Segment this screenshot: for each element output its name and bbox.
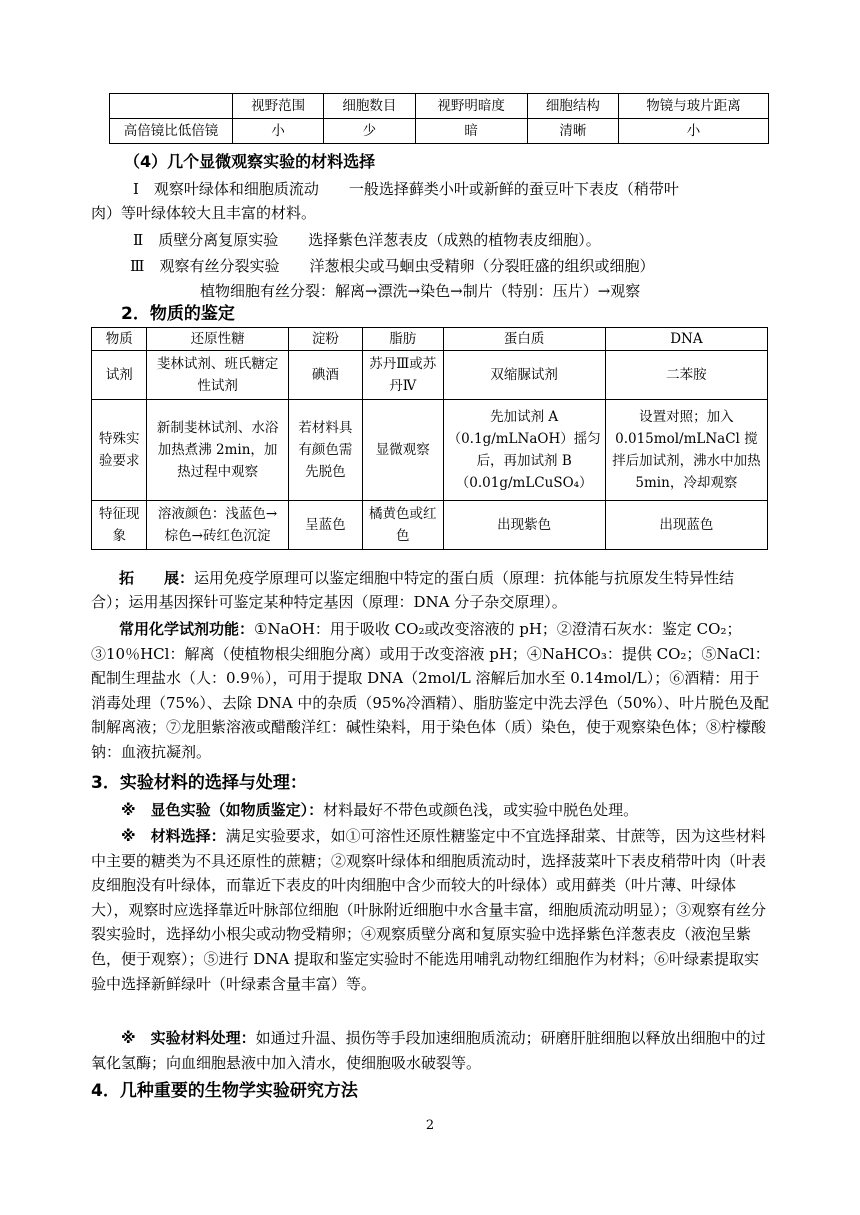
table-cell: 碘酒 bbox=[288, 351, 362, 400]
table-cell: 视野范围 bbox=[233, 94, 324, 119]
chem-label: 常用化学试剂功能： bbox=[119, 620, 255, 638]
material-selection-label: ※ 材料选择： bbox=[121, 827, 226, 845]
material-processing-text: 如通过升温、损伤等手段加速细胞质流动；研磨肝脏细胞以释放出细胞中的过氧化氢酶；向血细胞悬液中加入清水，使细胞吸水破裂等。 bbox=[91, 1029, 766, 1072]
material-selection-text: 满足实验要求，如①可溶性还原性糖鉴定中不宜选择甜菜、甘蔗等，因为这些材料中主要的糖类为不具还原性的蔗糖；②观察叶绿体和细胞质流动时，选择菠菜叶下表皮稍带叶肉（叶表皮细胞没有叶绿体，而靠近下表皮的叶肉细胞中含少而较大的叶绿体）或用藓类（叶片薄、叶绿体大），观察时应选择靠近叶脉部位细胞（叶脉附近细胞中水含量丰富，细胞质流动明显）；③观察有丝分裂实验时，选择幼小根尖或动物受精卵；④观察质壁分离和复原实验中选择紫色洋葱表皮（液泡呈紫色，便于观察）；⑤进行 DNA 提取和鉴定实验时不能选用哺乳动物红细胞作为材料；⑥叶绿素提取实验中选择新鲜绿叶（叶绿素含量丰富）等。 bbox=[91, 827, 767, 993]
table-cell: 特征现象 bbox=[92, 501, 147, 550]
table-cell: 斐林试剂、班氏糖定性试剂 bbox=[147, 351, 288, 400]
table-cell: 出现蓝色 bbox=[605, 501, 767, 550]
substance-identification-table bbox=[91, 327, 768, 550]
table-cell: 试剂 bbox=[92, 351, 147, 400]
extension-text: 运用免疫学原理可以鉴定细胞中特定的蛋白质（原理：抗体能与抗原发生特异性结合）；运用基因探针可鉴定某种特定基因（原理：DNA 分子杂交原理）。 bbox=[91, 569, 735, 611]
paragraph-line: 植物细胞有丝分裂：解离→漂洗→染色→制片（特别：压片）→观察 bbox=[200, 282, 641, 300]
table-header-row bbox=[92, 328, 768, 351]
section-heading: 3．实验材料的选择与处理： bbox=[91, 773, 307, 793]
extension-label: 拓 展： bbox=[119, 569, 195, 587]
table-cell: 溶液颜色：浅蓝色→棕色→砖红色沉淀 bbox=[147, 501, 288, 550]
table-cell: 显微观察 bbox=[363, 400, 444, 501]
table-cell: 淀粉 bbox=[288, 328, 362, 351]
table-cell: 橘黄色或红色 bbox=[363, 501, 444, 550]
paragraph-line: Ⅱ 质壁分离复原实验 选择紫色洋葱表皮（成熟的植物表皮细胞）。 bbox=[133, 231, 601, 249]
paragraph-line: Ⅲ 观察有丝分裂实验 洋葱根尖或马蛔虫受精卵（分裂旺盛的组织或细胞） bbox=[130, 257, 655, 275]
table-cell: 暗 bbox=[415, 119, 527, 144]
section-heading: （4）几个显微观察实验的材料选择 bbox=[124, 152, 376, 171]
table-cell: 苏丹Ⅲ或苏丹Ⅳ bbox=[363, 351, 444, 400]
table-cell: 新制斐林试剂、水浴加热煮沸 2min，加热过程中观察 bbox=[147, 400, 288, 501]
table-cell: 小 bbox=[619, 119, 769, 144]
table-cell: 小 bbox=[233, 119, 324, 144]
table-cell: 还原性糖 bbox=[147, 328, 288, 351]
table-cell: 视野明暗度 bbox=[415, 94, 527, 119]
table-cell bbox=[110, 94, 233, 119]
paragraph bbox=[91, 566, 771, 614]
table-cell: 清晰 bbox=[527, 119, 618, 144]
table-cell: 细胞数目 bbox=[324, 94, 415, 119]
table-cell: 物质 bbox=[92, 328, 147, 351]
microscope-comparison-table bbox=[109, 93, 769, 144]
table-cell: 蛋白质 bbox=[443, 328, 605, 351]
table-cell: 少 bbox=[324, 119, 415, 144]
table-cell: 呈蓝色 bbox=[288, 501, 362, 550]
table-cell: 若材料具有颜色需先脱色 bbox=[288, 400, 362, 501]
color-test-text: 材料最好不带色或颜色浅，或实验中脱色处理。 bbox=[323, 801, 639, 819]
section-heading: 4．几种重要的生物学实验研究方法 bbox=[91, 1081, 358, 1101]
table-cell: 出现紫色 bbox=[443, 501, 605, 550]
table-cell: 先加试剂 A（0.1g/mLNaOH）摇匀后，再加试剂 B（0.01g/mLCuSO₄） bbox=[443, 400, 605, 501]
page-number: 2 bbox=[425, 1118, 435, 1133]
table-cell: 高倍镜比低倍镜 bbox=[110, 119, 233, 144]
paragraph bbox=[91, 824, 771, 996]
color-test-label: ※ 显色实验（如物质鉴定）： bbox=[121, 801, 324, 819]
table-cell: 脂肪 bbox=[363, 328, 444, 351]
table-cell: 双缩脲试剂 bbox=[443, 351, 605, 400]
table-cell: 物镜与玻片距离 bbox=[619, 94, 769, 119]
paragraph bbox=[91, 798, 771, 822]
paragraph bbox=[91, 1026, 771, 1075]
table-cell: 设置对照；加入0.015mol/mLNaCl 搅拌后加试剂，沸水中加热 5min，冷却观察 bbox=[605, 400, 767, 501]
table-cell: 特殊实验要求 bbox=[92, 400, 147, 501]
table-cell: DNA bbox=[605, 328, 767, 351]
table-row bbox=[110, 119, 769, 144]
chem-text: ①NaOH：用于吸收 CO₂或改变溶液的 pH；②澄清石灰水：鉴定 CO₂；③10％HCl：解离（使植物根尖细胞分离）或用于改变溶液 pH；④NaHCO₃：提供 CO₂；⑤NaCl：配制生理盐水（人：0.9％），可用于提取 DNA（2mol/L 溶解后加水至 0.14mol/L）；⑥酒精：用于消毒处理（75%）、去除 DNA 中的杂质（95%冷酒精）、脂肪鉴定中洗去浮色（50%）、叶片脱色及配制解离液；⑦龙胆紫溶液或醋酸洋红：碱性染料，用于染色体（质）染色，使于观察染色体；⑧柠檬酸钠：血液抗凝剂。 bbox=[91, 620, 770, 761]
material-processing-label: ※ 实验材料处理： bbox=[121, 1029, 256, 1047]
table-row bbox=[92, 501, 768, 550]
table-header-row bbox=[110, 94, 769, 119]
table-row bbox=[92, 400, 768, 501]
table-row bbox=[92, 351, 768, 400]
table-cell: 细胞结构 bbox=[527, 94, 618, 119]
paragraph-line: Ⅰ 观察叶绿体和细胞质流动 一般选择藓类小叶或新鲜的蚕豆叶下表皮（稍带叶 bbox=[133, 180, 679, 198]
paragraph bbox=[91, 617, 771, 764]
paragraph-line: 肉）等叶绿体较大且丰富的材料。 bbox=[91, 204, 317, 222]
section-heading: 2．物质的鉴定 bbox=[121, 304, 235, 324]
table-cell: 二苯胺 bbox=[605, 351, 767, 400]
